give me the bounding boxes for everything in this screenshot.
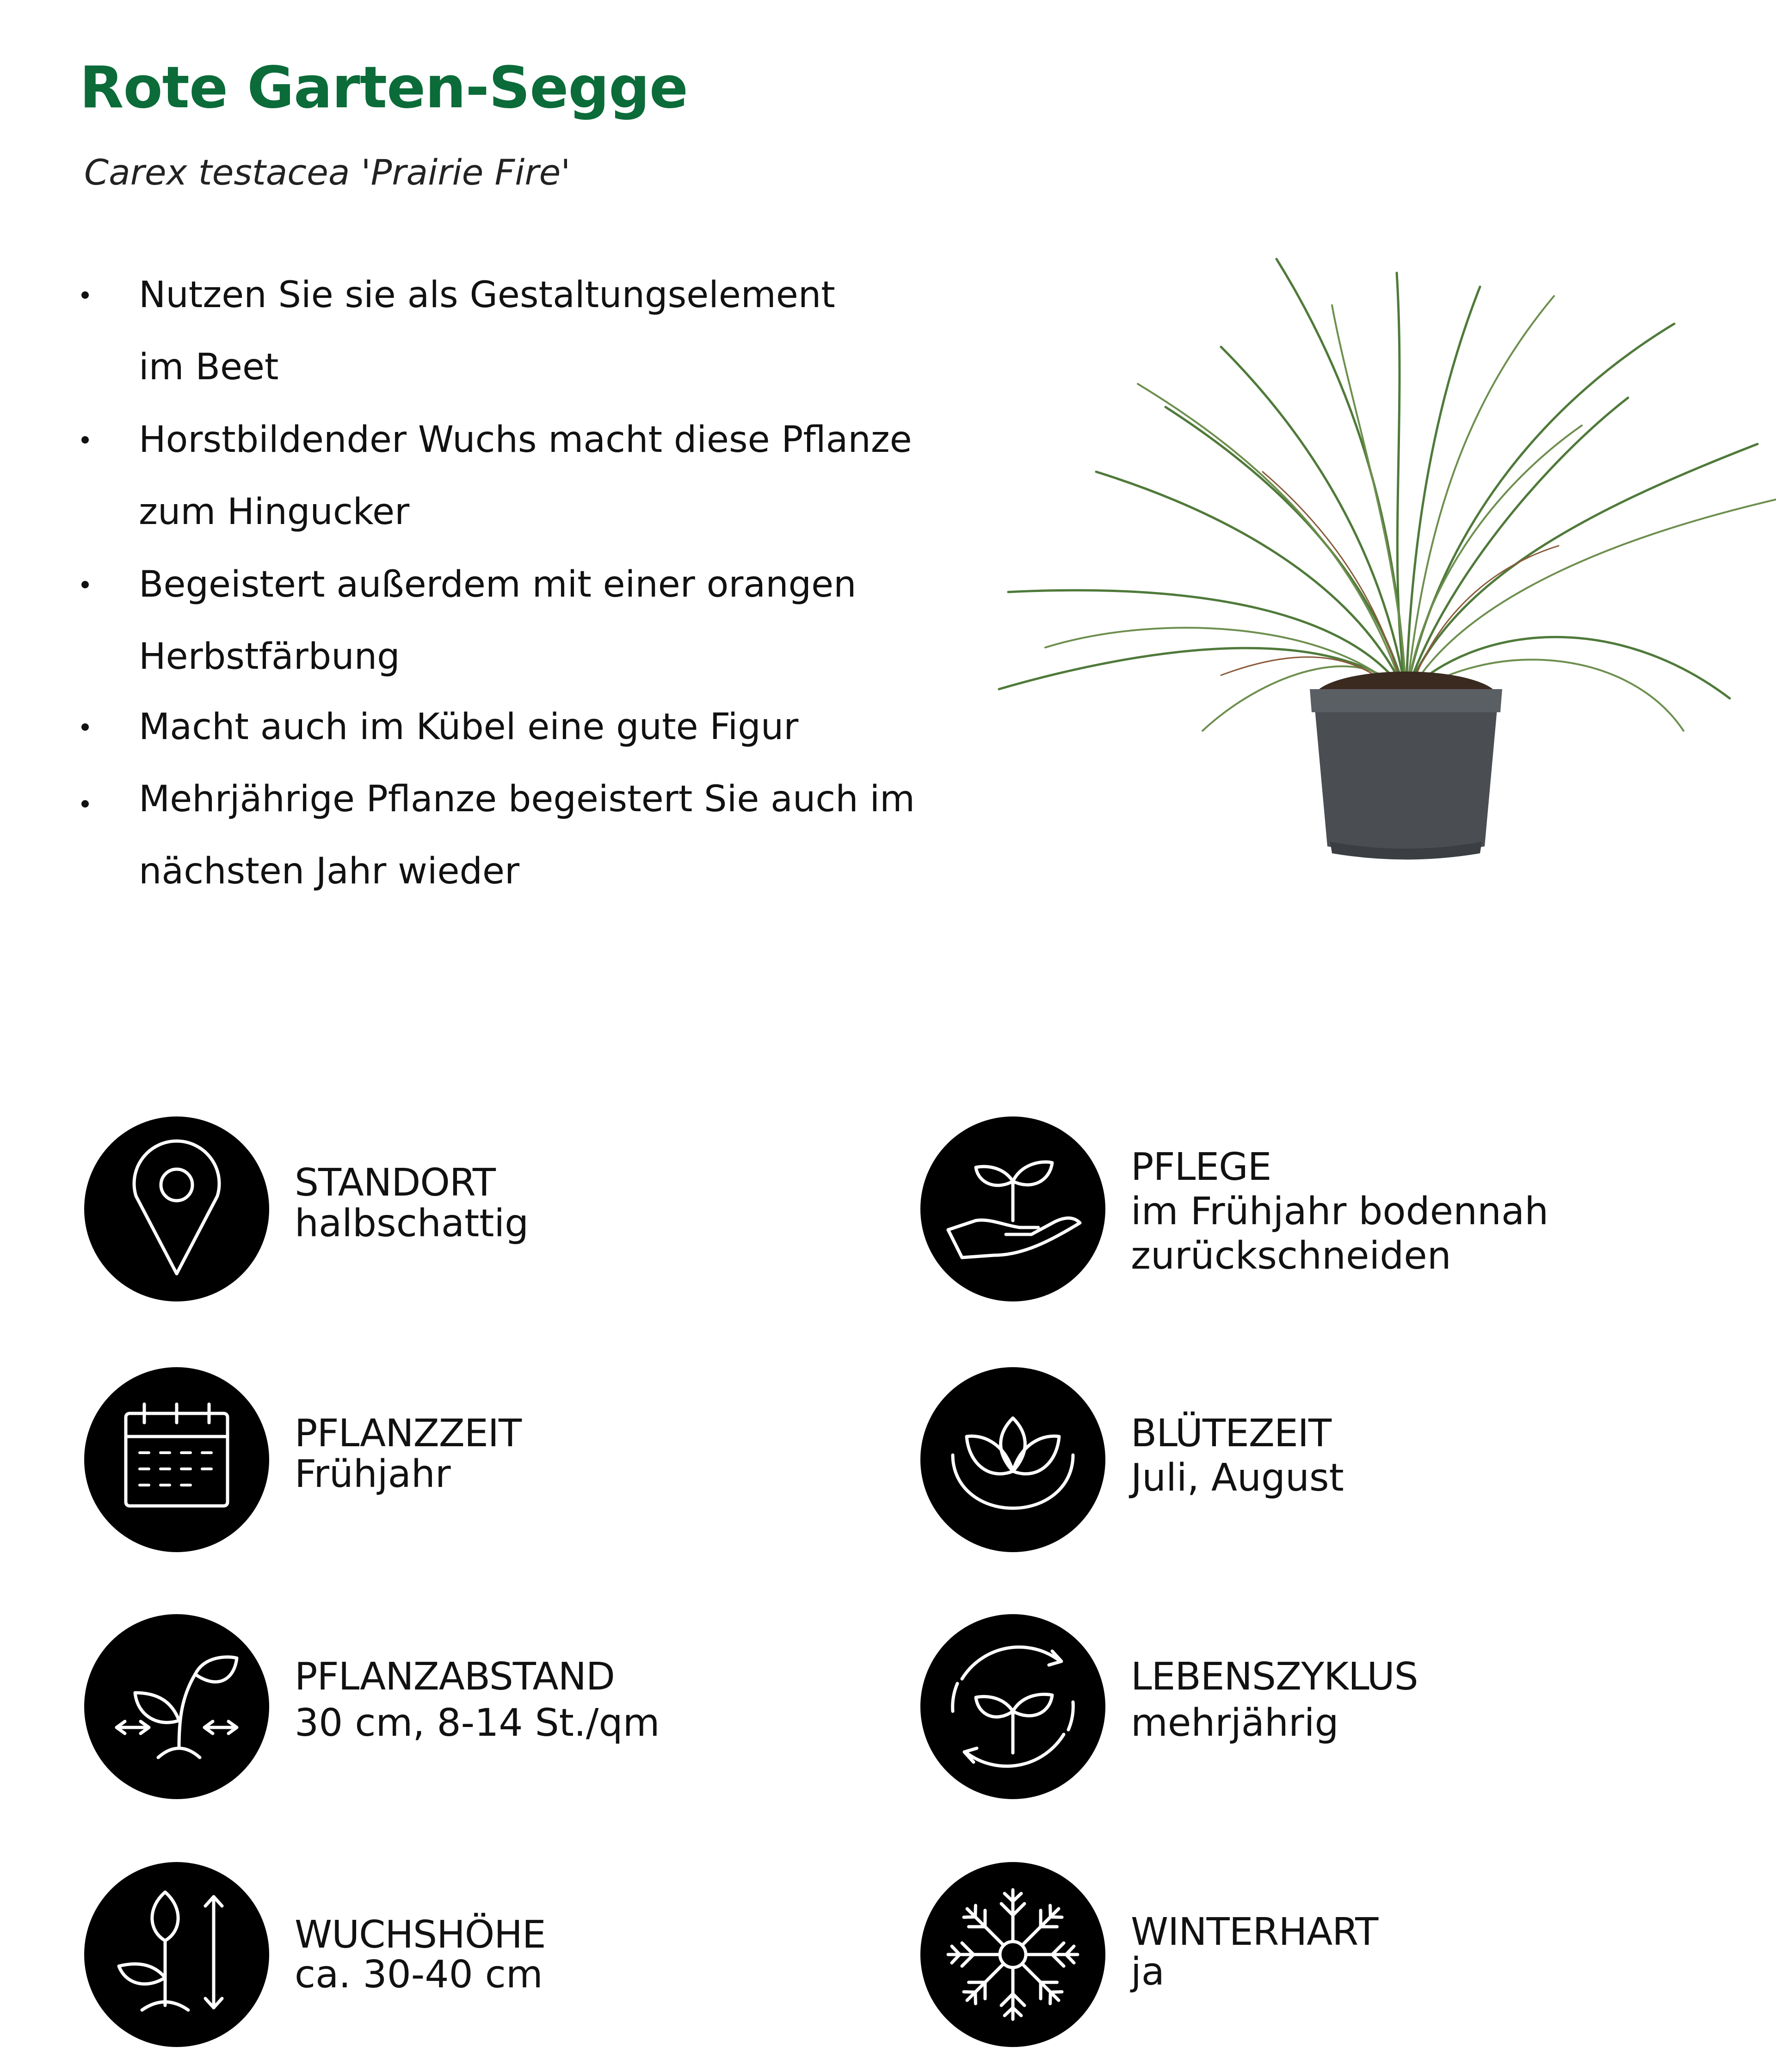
location-pin-icon [84,1116,269,1301]
calendar-icon [84,1367,269,1552]
cycle-sprout-icon [920,1614,1105,1799]
attribute-pflanzzeit: PFLANZZEIT Frühjahr [84,1367,778,1552]
plant-height-icon [84,1862,269,2047]
attribute-pflanzabstand: PFLANZABSTAND 30 cm, 8-14 St./qm [84,1614,778,1799]
hand-seedling-icon [920,1116,1105,1301]
attribute-wuchshoehe: WUCHSHÖHE ca. 30-40 cm [84,1862,778,2047]
sprout-spacing-icon [84,1614,269,1799]
attribute-standort: STANDORT halbschattig [84,1116,778,1301]
attribute-winterhart: WINTERHART ja [920,1862,1614,2047]
plant-image [944,231,1776,879]
attribute-lebenszyklus: LEBENSZYKLUS mehrjährig [920,1614,1614,1799]
attribute-bluetezeit: BLÜTEZEIT Juli, August [920,1367,1614,1552]
page-title: Rote Garten-Segge [80,55,688,121]
snowflake-icon [920,1862,1105,2047]
botanical-name: Carex testacea 'Prairie Fire' [84,152,571,193]
lotus-flower-icon [920,1367,1105,1552]
attribute-pflege: PFLEGE im Frühjahr bodennah zurückschneiden [920,1116,1614,1301]
